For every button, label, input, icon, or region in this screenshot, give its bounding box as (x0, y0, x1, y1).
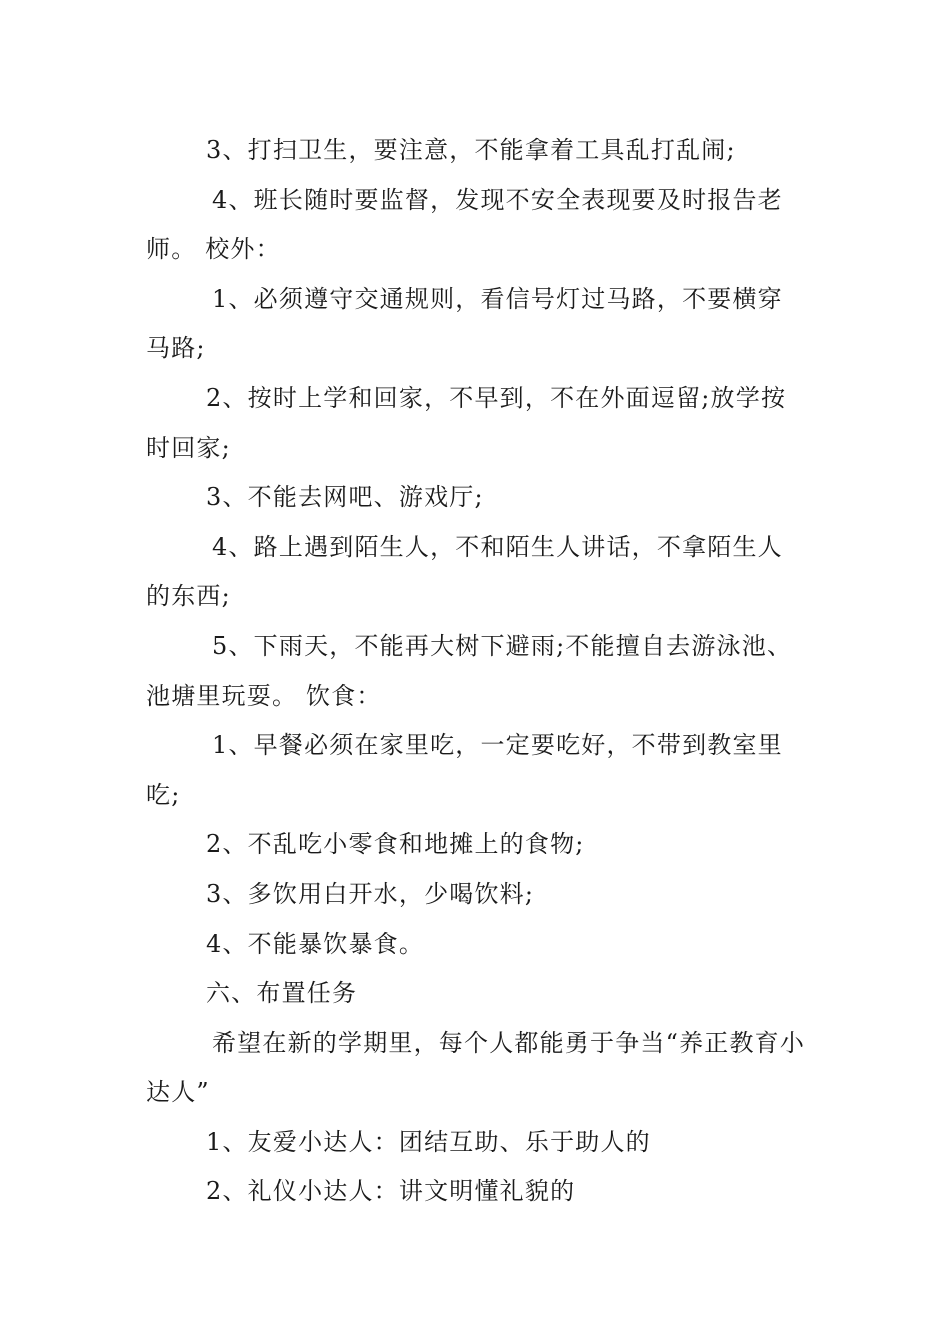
paragraph-etiquette-expert: 2、礼仪小达人：讲文明懂礼貌的 (206, 1177, 576, 1206)
section-heading-assign-tasks: 六、布置任务 (206, 979, 358, 1008)
paragraph-breakfast: 1、早餐必须在家里吃，一定要吃好，不带到教室里吃; (146, 731, 783, 809)
paragraph-rainy-day: 5、下雨天，不能再大树下避雨;不能擅自去游泳池、池塘里玩耍。 饮食： (146, 631, 793, 710)
paragraph-drink-water: 3、多饮用白开水，少喝饮料; (206, 879, 535, 908)
paragraph-traffic-rules: 1、必须遵守交通规则，看信号灯过马路，不要横穿马路; (146, 284, 783, 363)
paragraph-strangers: 4、路上遇到陌生人，不和陌生人讲话，不拿陌生人的东西; (146, 532, 783, 611)
paragraph-monitor-supervise: 4、班长随时要监督，发现不安全表现要及时报告老师。 校外： (146, 185, 783, 264)
paragraph-no-internet-cafe: 3、不能去网吧、游戏厅; (206, 483, 484, 512)
paragraph-friendly-expert: 1、友爱小达人：团结互助、乐于助人的 (206, 1127, 651, 1156)
document-body (146, 126, 808, 1217)
paragraph-no-overeating: 4、不能暴饮暴食。 (206, 929, 425, 958)
paragraph-school-cleaning: 3、打扫卫生，要注意，不能拿着工具乱打乱闹; (206, 136, 736, 164)
paragraph-on-time: 2、按时上学和回家，不早到，不在外面逗留;放学按时回家; (146, 383, 787, 462)
paragraph-hope-new-term: 希望在新的学期里，每个人都能勇于争当“养正教育小达人” (146, 1028, 806, 1107)
paragraph-no-snacks: 2、不乱吃小零食和地摊上的食物; (206, 830, 585, 859)
